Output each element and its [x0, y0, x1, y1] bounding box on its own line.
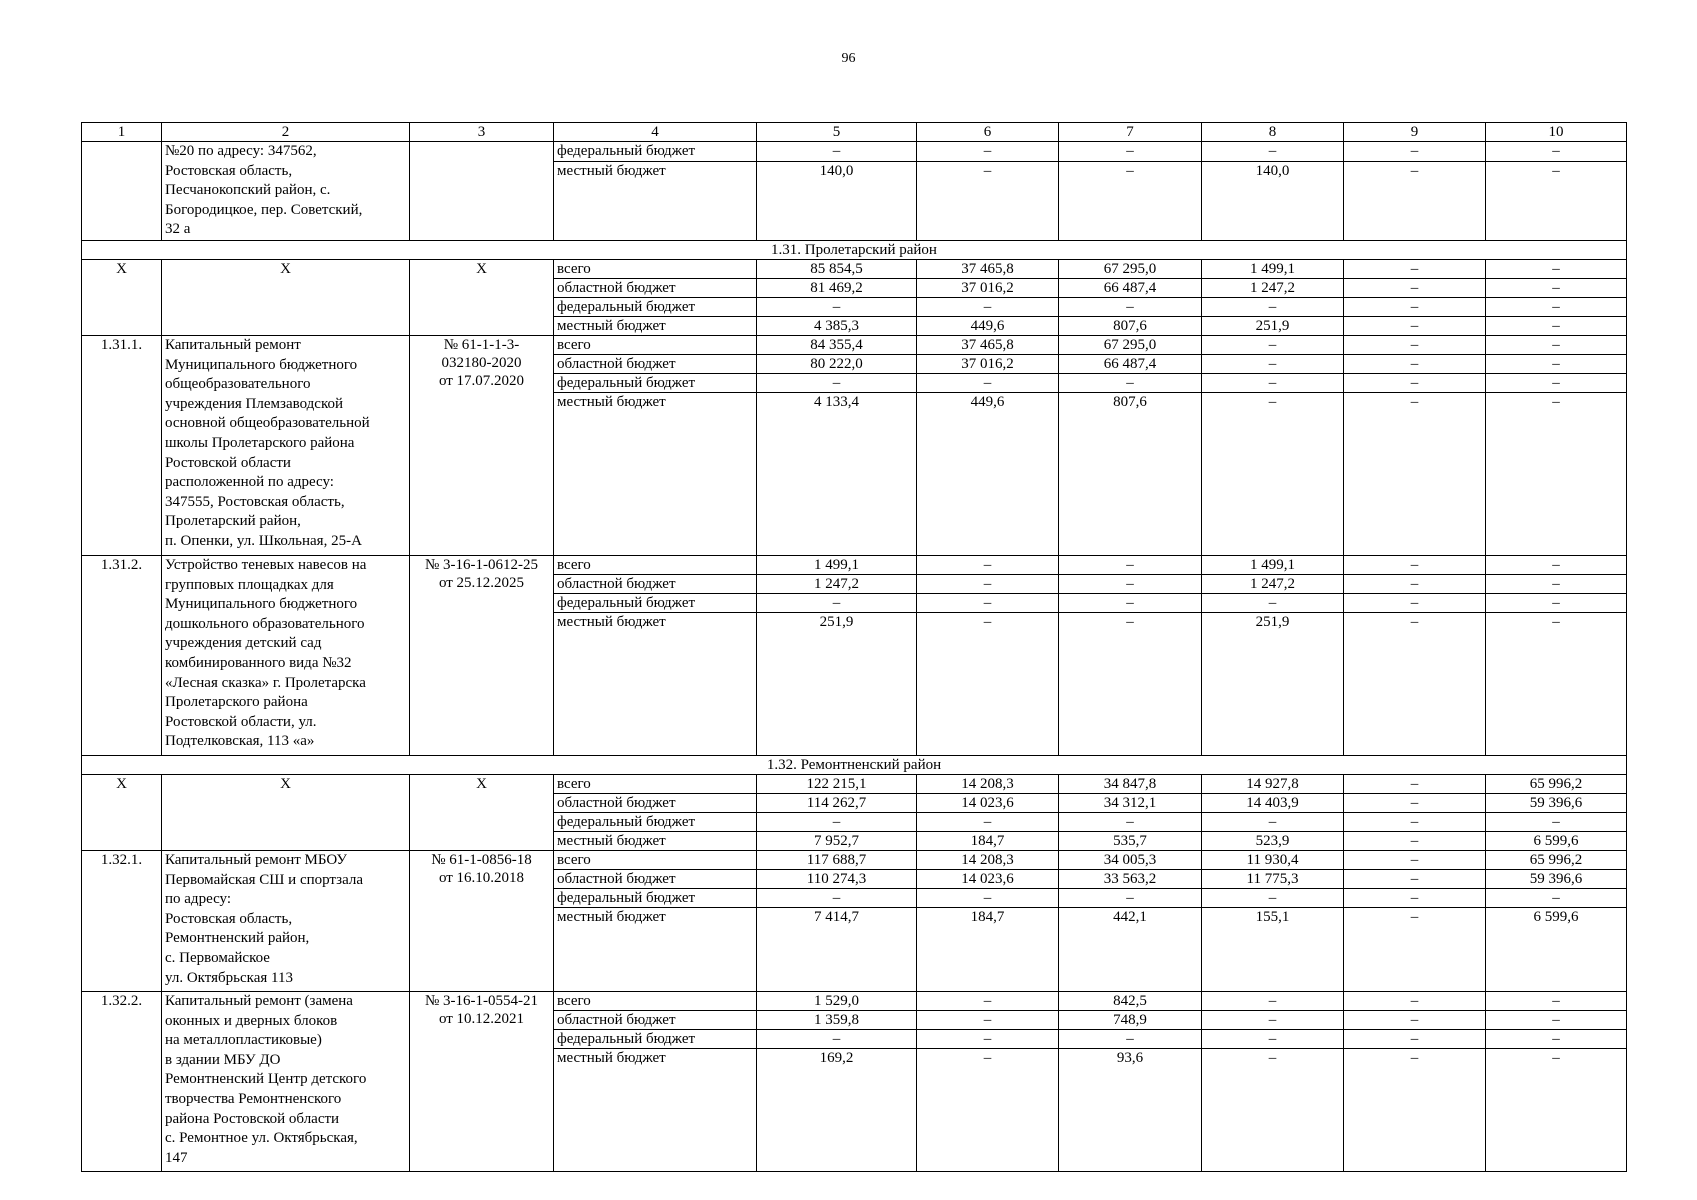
- document-line: 032180-2020: [441, 354, 522, 371]
- value-cell: 442,1: [1059, 907, 1202, 991]
- value-cell: 59 396,6: [1486, 869, 1627, 888]
- description-line: учреждения детский сад: [165, 635, 322, 652]
- value-cell: 14 023,6: [917, 793, 1059, 812]
- budget-type-cell: федеральный бюджет: [554, 373, 757, 392]
- value-cell: 535,7: [1059, 831, 1202, 850]
- value-cell: 748,9: [1059, 1010, 1202, 1029]
- total-document-cell: [410, 259, 554, 335]
- document-line: № 3-16-1-0554-21: [424, 992, 539, 1009]
- value-cell: –: [1202, 812, 1344, 831]
- document-number-cell: [410, 555, 554, 755]
- description-line: района Ростовской области: [165, 1110, 340, 1127]
- budget-type-cell: местный бюджет: [554, 1048, 757, 1171]
- value-cell: –: [1059, 555, 1202, 574]
- budget-table: [81, 122, 1627, 1172]
- table-row: [82, 335, 1627, 354]
- value-cell: –: [1486, 574, 1627, 593]
- budget-type-cell: областной бюджет: [554, 793, 757, 812]
- value-cell: –: [757, 593, 917, 612]
- value-cell: 251,9: [1202, 612, 1344, 755]
- description-line: Ростовской области: [165, 454, 291, 471]
- value-cell: –: [757, 297, 917, 316]
- value-cell: –: [917, 888, 1059, 907]
- value-cell: –: [1486, 316, 1627, 335]
- page-number: 96: [841, 51, 856, 66]
- table-row: [82, 555, 1627, 574]
- column-number: 4: [554, 123, 757, 142]
- document-number-cell: [410, 991, 554, 1171]
- value-cell: 67 295,0: [1059, 259, 1202, 278]
- description-line: «Лесная сказка» г. Пролетарска: [165, 674, 366, 691]
- description-line: с. Ремонтное ул. Октябрьская,: [165, 1130, 358, 1147]
- description-line: на металлопластиковые): [165, 1032, 322, 1049]
- description-line: 147: [165, 1149, 188, 1166]
- column-number: 9: [1344, 123, 1486, 142]
- value-cell: –: [1344, 142, 1486, 162]
- document-number-cell: [410, 142, 554, 241]
- description-line: по адресу:: [165, 891, 232, 908]
- total-number-cell: Х: [82, 774, 162, 850]
- item-description-cell: [162, 555, 410, 755]
- description-line: в здании МБУ ДО: [165, 1051, 281, 1068]
- value-cell: 11 930,4: [1202, 850, 1344, 869]
- value-cell: –: [1344, 1029, 1486, 1048]
- budget-type-cell: федеральный бюджет: [554, 297, 757, 316]
- value-cell: –: [1344, 1010, 1486, 1029]
- value-cell: –: [1344, 850, 1486, 869]
- description-line: №20 по адресу: 347562,: [165, 143, 317, 159]
- description-line: ул. Октябрьская 113: [165, 969, 293, 986]
- value-cell: –: [1202, 373, 1344, 392]
- value-cell: –: [1202, 297, 1344, 316]
- budget-type-cell: местный бюджет: [554, 316, 757, 335]
- value-cell: –: [1202, 1010, 1344, 1029]
- document-line: № 61-1-0856-18: [431, 851, 532, 868]
- value-cell: –: [1344, 162, 1486, 241]
- total-document-cell: [410, 774, 554, 850]
- description-line: Капитальный ремонт (замена: [165, 992, 353, 1009]
- value-cell: 85 854,5: [757, 259, 917, 278]
- value-cell: 37 016,2: [917, 354, 1059, 373]
- value-cell: 34 847,8: [1059, 774, 1202, 793]
- value-cell: 523,9: [1202, 831, 1344, 850]
- budget-type-cell: областной бюджет: [554, 869, 757, 888]
- value-cell: –: [1344, 335, 1486, 354]
- description-line: групповых площадках для: [165, 576, 334, 593]
- value-cell: –: [1202, 593, 1344, 612]
- table-row: [82, 259, 1627, 278]
- section-title: 1.32. Ремонтненский район: [82, 755, 1627, 774]
- budget-type-cell: всего: [554, 555, 757, 574]
- value-cell: 6 599,6: [1486, 907, 1627, 991]
- value-cell: 4 385,3: [757, 316, 917, 335]
- budget-type-cell: местный бюджет: [554, 162, 757, 241]
- value-cell: 184,7: [917, 831, 1059, 850]
- item-description-cell: [162, 142, 410, 241]
- description-line: общеобразовательного: [165, 376, 311, 393]
- description-line: 347555, Ростовская область,: [165, 493, 345, 510]
- description-line: оконных и дверных блоков: [165, 1012, 338, 1029]
- value-cell: 110 274,3: [757, 869, 917, 888]
- value-cell: –: [1059, 812, 1202, 831]
- value-cell: –: [917, 593, 1059, 612]
- description-line: Ростовская область,: [165, 162, 293, 179]
- budget-type-cell: всего: [554, 991, 757, 1010]
- value-cell: –: [1344, 392, 1486, 555]
- description-line: творчества Ремонтненского: [165, 1090, 342, 1107]
- table-row: [82, 142, 1627, 162]
- value-cell: 33 563,2: [1059, 869, 1202, 888]
- section-title: 1.31. Пролетарский район: [82, 240, 1627, 259]
- budget-type-cell: всего: [554, 774, 757, 793]
- value-cell: –: [917, 574, 1059, 593]
- value-cell: 59 396,6: [1486, 793, 1627, 812]
- value-cell: –: [757, 812, 917, 831]
- item-description-cell: [162, 991, 410, 1171]
- value-cell: –: [1344, 812, 1486, 831]
- value-cell: –: [1344, 373, 1486, 392]
- value-cell: –: [1486, 335, 1627, 354]
- value-cell: –: [1486, 593, 1627, 612]
- value-cell: 169,2: [757, 1048, 917, 1171]
- description-line: Ремонтненский Центр детского: [165, 1071, 367, 1088]
- column-number: 8: [1202, 123, 1344, 142]
- value-cell: 155,1: [1202, 907, 1344, 991]
- value-cell: –: [1486, 812, 1627, 831]
- value-cell: 807,6: [1059, 316, 1202, 335]
- value-cell: –: [1486, 297, 1627, 316]
- value-cell: 6 599,6: [1486, 831, 1627, 850]
- value-cell: 449,6: [917, 392, 1059, 555]
- item-description-cell: [162, 335, 410, 555]
- value-cell: –: [1202, 991, 1344, 1010]
- description-line: с. Первомайское: [165, 949, 270, 966]
- description-line: Первомайская СШ и спортзала: [165, 871, 364, 888]
- value-cell: 251,9: [757, 612, 917, 755]
- item-number-cell: 1.32.2.: [82, 991, 162, 1171]
- description-line: 32 а: [165, 221, 191, 238]
- value-cell: 184,7: [917, 907, 1059, 991]
- budget-type-cell: местный бюджет: [554, 612, 757, 755]
- description-line: дошкольного образовательного: [165, 615, 365, 632]
- budget-type-cell: всего: [554, 259, 757, 278]
- document-line: Х: [476, 260, 487, 277]
- section-row: [82, 240, 1627, 259]
- value-cell: –: [917, 1010, 1059, 1029]
- item-number-cell: 1.31.1.: [82, 335, 162, 555]
- item-number-cell: 1.31.2.: [82, 555, 162, 755]
- value-cell: 66 487,4: [1059, 278, 1202, 297]
- value-cell: –: [917, 812, 1059, 831]
- value-cell: 7 414,7: [757, 907, 917, 991]
- document-line: № 3-16-1-0612-25: [424, 556, 539, 573]
- value-cell: –: [1059, 888, 1202, 907]
- description-line: Подтелковская, 113 «а»: [165, 733, 315, 750]
- value-cell: 65 996,2: [1486, 850, 1627, 869]
- value-cell: 140,0: [1202, 162, 1344, 241]
- value-cell: 1 359,8: [757, 1010, 917, 1029]
- column-number: 10: [1486, 123, 1627, 142]
- budget-type-cell: федеральный бюджет: [554, 1029, 757, 1048]
- value-cell: 1 247,2: [757, 574, 917, 593]
- value-cell: 807,6: [1059, 392, 1202, 555]
- value-cell: 67 295,0: [1059, 335, 1202, 354]
- budget-type-cell: местный бюджет: [554, 392, 757, 555]
- value-cell: –: [757, 888, 917, 907]
- description-line: Песчанокопский район, с.: [165, 182, 331, 199]
- description-line: Муниципального бюджетного: [165, 596, 358, 613]
- value-cell: –: [917, 555, 1059, 574]
- total-description-cell: Х: [162, 259, 410, 335]
- value-cell: 1 499,1: [757, 555, 917, 574]
- document-line: № 61-1-1-3-: [443, 336, 520, 353]
- value-cell: –: [1344, 354, 1486, 373]
- value-cell: 14 208,3: [917, 850, 1059, 869]
- value-cell: –: [1486, 555, 1627, 574]
- value-cell: –: [917, 1029, 1059, 1048]
- value-cell: –: [1344, 1048, 1486, 1171]
- value-cell: 84 355,4: [757, 335, 917, 354]
- value-cell: –: [1486, 888, 1627, 907]
- value-cell: 251,9: [1202, 316, 1344, 335]
- budget-type-cell: федеральный бюджет: [554, 812, 757, 831]
- table-body: [82, 123, 1627, 1172]
- description-line: Богородицкое, пер. Советский,: [165, 201, 363, 218]
- description-line: учреждения Племзаводской: [165, 395, 344, 412]
- value-cell: 81 469,2: [757, 278, 917, 297]
- value-cell: –: [917, 612, 1059, 755]
- value-cell: –: [1059, 373, 1202, 392]
- value-cell: –: [1486, 354, 1627, 373]
- document-line: от 16.10.2018: [438, 869, 525, 886]
- document-line: Х: [476, 775, 487, 792]
- table-row: [82, 991, 1627, 1010]
- budget-type-cell: всего: [554, 850, 757, 869]
- value-cell: 37 016,2: [917, 278, 1059, 297]
- value-cell: –: [1344, 316, 1486, 335]
- value-cell: 34 005,3: [1059, 850, 1202, 869]
- table-row: [82, 850, 1627, 869]
- description-line: Устройство теневых навесов на: [165, 556, 367, 573]
- budget-type-cell: федеральный бюджет: [554, 142, 757, 162]
- total-description-cell: Х: [162, 774, 410, 850]
- value-cell: 11 775,3: [1202, 869, 1344, 888]
- value-cell: 117 688,7: [757, 850, 917, 869]
- value-cell: –: [1486, 373, 1627, 392]
- description-line: Капитальный ремонт МБОУ: [165, 851, 347, 868]
- document-number-cell: [410, 335, 554, 555]
- item-number-cell: 1.32.1.: [82, 850, 162, 991]
- description-line: Ремонтненский район,: [165, 930, 310, 947]
- value-cell: –: [1202, 142, 1344, 162]
- budget-type-cell: всего: [554, 335, 757, 354]
- budget-type-cell: федеральный бюджет: [554, 593, 757, 612]
- value-cell: –: [1202, 392, 1344, 555]
- value-cell: –: [1344, 555, 1486, 574]
- value-cell: 37 465,8: [917, 335, 1059, 354]
- value-cell: –: [1202, 1048, 1344, 1171]
- value-cell: –: [1344, 278, 1486, 297]
- description-line: расположенной по адресу:: [165, 474, 334, 491]
- column-number: 1: [82, 123, 162, 142]
- value-cell: 1 499,1: [1202, 259, 1344, 278]
- header-row: [82, 123, 1627, 142]
- value-cell: 122 215,1: [757, 774, 917, 793]
- description-line: комбинированного вида №32: [165, 654, 352, 671]
- value-cell: –: [757, 1029, 917, 1048]
- value-cell: 1 499,1: [1202, 555, 1344, 574]
- value-cell: –: [1059, 162, 1202, 241]
- document-line: от 17.07.2020: [438, 372, 525, 389]
- value-cell: –: [1059, 1029, 1202, 1048]
- value-cell: –: [1059, 593, 1202, 612]
- item-number-cell: [82, 142, 162, 241]
- budget-type-cell: местный бюджет: [554, 907, 757, 991]
- description-line: Пролетарского района: [165, 694, 308, 711]
- column-number: 2: [162, 123, 410, 142]
- column-number: 5: [757, 123, 917, 142]
- description-line: Муниципального бюджетного: [165, 356, 358, 373]
- value-cell: –: [1202, 354, 1344, 373]
- value-cell: 4 133,4: [757, 392, 917, 555]
- budget-type-cell: федеральный бюджет: [554, 888, 757, 907]
- value-cell: –: [917, 991, 1059, 1010]
- description-line: Ростовская область,: [165, 910, 293, 927]
- budget-type-cell: областной бюджет: [554, 354, 757, 373]
- description-line: Ростовской области, ул.: [165, 713, 317, 730]
- value-cell: –: [1486, 991, 1627, 1010]
- value-cell: –: [1344, 774, 1486, 793]
- value-cell: –: [1059, 297, 1202, 316]
- value-cell: –: [1202, 1029, 1344, 1048]
- value-cell: –: [1344, 297, 1486, 316]
- value-cell: –: [1486, 1010, 1627, 1029]
- value-cell: –: [1486, 142, 1627, 162]
- value-cell: –: [1486, 278, 1627, 297]
- value-cell: –: [1344, 793, 1486, 812]
- table-row: [82, 774, 1627, 793]
- value-cell: –: [1202, 888, 1344, 907]
- value-cell: –: [1344, 907, 1486, 991]
- value-cell: –: [1344, 869, 1486, 888]
- value-cell: –: [1059, 142, 1202, 162]
- value-cell: –: [1486, 1048, 1627, 1171]
- value-cell: –: [1344, 612, 1486, 755]
- value-cell: 14 927,8: [1202, 774, 1344, 793]
- description-line: Пролетарский район,: [165, 513, 301, 530]
- value-cell: –: [917, 297, 1059, 316]
- value-cell: –: [1486, 1029, 1627, 1048]
- value-cell: 114 262,7: [757, 793, 917, 812]
- value-cell: –: [1344, 888, 1486, 907]
- description-line: основной общеобразовательной: [165, 415, 370, 432]
- budget-type-cell: областной бюджет: [554, 278, 757, 297]
- value-cell: 7 952,7: [757, 831, 917, 850]
- value-cell: 1 529,0: [757, 991, 917, 1010]
- value-cell: 1 247,2: [1202, 574, 1344, 593]
- item-description-cell: [162, 850, 410, 991]
- value-cell: 1 247,2: [1202, 278, 1344, 297]
- column-number: 3: [410, 123, 554, 142]
- value-cell: 37 465,8: [917, 259, 1059, 278]
- value-cell: 449,6: [917, 316, 1059, 335]
- column-number: 6: [917, 123, 1059, 142]
- value-cell: 80 222,0: [757, 354, 917, 373]
- section-row: [82, 755, 1627, 774]
- budget-type-cell: областной бюджет: [554, 574, 757, 593]
- value-cell: –: [917, 142, 1059, 162]
- value-cell: –: [917, 162, 1059, 241]
- value-cell: –: [1344, 593, 1486, 612]
- value-cell: 34 312,1: [1059, 793, 1202, 812]
- document-line: от 25.12.2025: [438, 574, 525, 591]
- value-cell: 14 023,6: [917, 869, 1059, 888]
- document-line: от 10.12.2021: [438, 1010, 525, 1027]
- value-cell: –: [1344, 991, 1486, 1010]
- value-cell: –: [1486, 162, 1627, 241]
- value-cell: –: [1344, 574, 1486, 593]
- value-cell: –: [917, 373, 1059, 392]
- value-cell: –: [1344, 831, 1486, 850]
- value-cell: –: [917, 1048, 1059, 1171]
- value-cell: 65 996,2: [1486, 774, 1627, 793]
- value-cell: –: [1202, 335, 1344, 354]
- description-line: школы Пролетарского района: [165, 434, 355, 451]
- value-cell: –: [1344, 259, 1486, 278]
- value-cell: 93,6: [1059, 1048, 1202, 1171]
- value-cell: –: [1486, 612, 1627, 755]
- total-number-cell: Х: [82, 259, 162, 335]
- value-cell: –: [757, 373, 917, 392]
- value-cell: 140,0: [757, 162, 917, 241]
- value-cell: –: [1059, 574, 1202, 593]
- document-number-cell: [410, 850, 554, 991]
- budget-type-cell: областной бюджет: [554, 1010, 757, 1029]
- budget-type-cell: местный бюджет: [554, 831, 757, 850]
- value-cell: –: [1486, 392, 1627, 555]
- value-cell: 14 403,9: [1202, 793, 1344, 812]
- value-cell: –: [757, 142, 917, 162]
- description-line: п. Опенки, ул. Школьная, 25-А: [165, 532, 362, 549]
- value-cell: 66 487,4: [1059, 354, 1202, 373]
- description-line: Капитальный ремонт: [165, 336, 301, 353]
- column-number: 7: [1059, 123, 1202, 142]
- value-cell: –: [1486, 259, 1627, 278]
- value-cell: 842,5: [1059, 991, 1202, 1010]
- value-cell: –: [1059, 612, 1202, 755]
- value-cell: 14 208,3: [917, 774, 1059, 793]
